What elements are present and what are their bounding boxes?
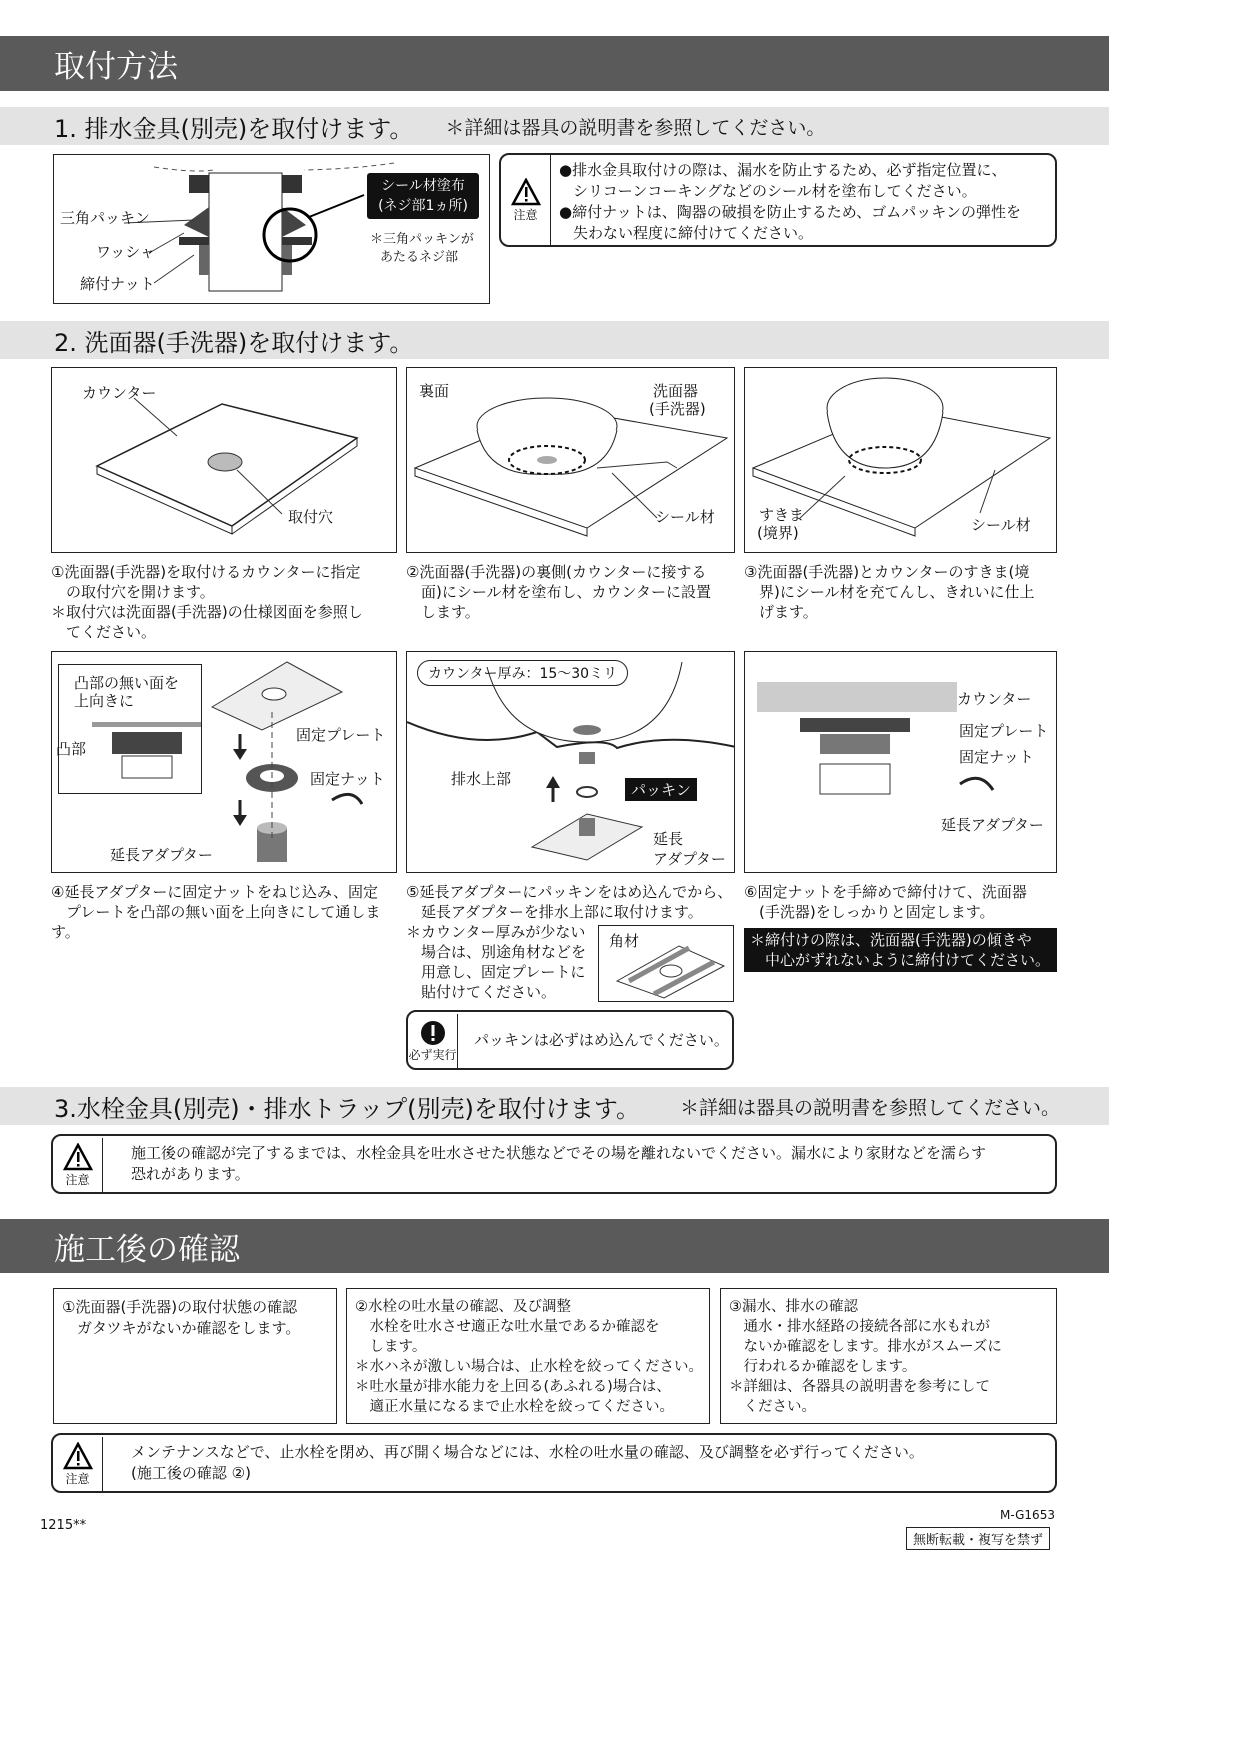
step1-caution: 注意 ●排水金具取付けの際は、漏水を防止するため、必ず指定位置に、 シリコーンコーキングなどのシール材を塗布してください。 ●締付ナットは、陶器の破損を防止するため、ゴムパッキンの弾性を 失わない程度に締付けてください。 bbox=[499, 153, 1057, 247]
footer-number: 1215** bbox=[40, 1518, 87, 1533]
check-card-2: ②水栓の吐水量の確認、及び調整 水栓を吐水させ適正な吐水量であるか確認を します。 ＊水ハネが激しい場合は、止水栓を絞ってください。 ＊吐水量が排水能力を上回る(あふれる)場合は、 適正水量になるまで止水栓を絞ってください。 bbox=[346, 1288, 710, 1424]
copyright-notice: 無断転載・複写を禁ず bbox=[906, 1527, 1050, 1550]
panel-apply-seal: 裏面 洗面器 (手洗器) シール材 bbox=[406, 367, 735, 553]
step3-heading: 3.水栓金具(別売)・排水トラップ(別売)を取付けます。 ＊詳細は器具の説明書を参照してください。 bbox=[0, 1087, 1109, 1125]
caption-step-3: ③洗面器(手洗器)とカウンターのすきま(境 界)にシール材を充てんし、きれいに仕上 げます。 bbox=[744, 563, 1035, 621]
packing-label: パッキン bbox=[625, 778, 697, 801]
check-card-1: ①洗面器(手洗器)の取付状態の確認 ガタツキがないか確認をします。 bbox=[53, 1288, 337, 1424]
label-washer: ワッシャ bbox=[96, 243, 155, 261]
label-nut: 締付ナット bbox=[80, 275, 155, 293]
step1-caution-text: ●排水金具取付けの際は、漏水を防止するため、必ず指定位置に、 シリコーンコーキングなどのシール材を塗布してください。 ●締付ナットは、陶器の破損を防止するため、ゴムパッキンの弾性を 失わない程度に締付けてください。 bbox=[559, 161, 1022, 242]
panel-assemble-adapter: 凸部の無い面を 上向きに 凸部 固定プレート 固定ナット 延長アダプター bbox=[51, 651, 397, 873]
label-triangle-packing: 三角パッキン bbox=[60, 209, 150, 227]
warning-icon bbox=[63, 1442, 93, 1470]
caption-step-6: ⑥固定ナットを手締めで締付けて、洗面器 (手洗器)をしっかりと固定します。 bbox=[744, 883, 1027, 921]
warning-icon bbox=[63, 1143, 93, 1171]
caption-step-2: ②洗面器(手洗器)の裏側(カウンターに接する 面)にシール材を塗布し、カウンターに設置 します。 bbox=[406, 563, 711, 621]
maintenance-caution: 注意 メンテナンスなどで、止水栓を閉め、再び開く場合などには、水栓の吐水量の確認、及び調整を必ず行ってください。 (施工後の確認 ②) bbox=[51, 1433, 1057, 1493]
step1-heading: 1. 排水金具(別売)を取付けます。 ＊詳細は器具の説明書を参照してください。 bbox=[0, 107, 1109, 145]
warning-icon bbox=[511, 178, 541, 206]
wood-block-diagram: 角材 bbox=[598, 925, 734, 1002]
step1-diagram: 三角パッキン ワッシャ 締付ナット シール材塗布 (ネジ部1ヵ所) ＊三角パッキンが あたるネジ部 bbox=[53, 154, 490, 304]
caption-step-4: ④延長アダプターに固定ナットをねじ込み、固定 プレートを凸部の無い面を上向きにして通します。 bbox=[51, 883, 381, 941]
section-install-title: 取付方法 bbox=[0, 36, 1109, 91]
section-check-title: 施工後の確認 bbox=[0, 1219, 1109, 1273]
panel-install-drain: カウンター厚み：15〜30ミリ 排水上部 パッキン 延長 アダプター bbox=[406, 651, 735, 873]
check-card-3: ③漏水、排水の確認 通水・排水経路の接続各部に水もれが ないか確認をします。排水がスムーズに 行われるか確認をします。 ＊詳細は、各器具の説明書を参考にして ください。 bbox=[720, 1288, 1057, 1424]
caption-step-1: ①洗面器(手洗器)を取付けるカウンターに指定 の取付穴を開けます。 ＊取付穴は洗面器(手洗器)の仕様図面を参照し てください。 bbox=[51, 563, 363, 641]
thin-counter-note: ＊カウンター厚みが少ない 場合は、別途角材などを 用意し、固定プレートに 貼付けてください。 bbox=[406, 923, 587, 1001]
must-do-notice: 必ず実行 パッキンは必ずはめ込んでください。 bbox=[406, 1010, 734, 1070]
model-code: M-G1653 bbox=[1000, 1508, 1055, 1522]
step3-caution: 注意 施工後の確認が完了するまでは、水栓金具を吐水させた状態などでその場を離れないでください。漏水により家財などを濡らす 恐れがあります。 bbox=[51, 1134, 1057, 1194]
caption-step-5: ⑤延長アダプターにパッキンをはめ込んでから、 延長アダプターを排水上部に取付けます。 bbox=[406, 883, 733, 921]
tighten-warning-note: ＊締付けの際は、洗面器(手洗器)の傾きや 中心がずれないように締付けてください。 bbox=[744, 928, 1057, 972]
step2-heading: 2. 洗面器(手洗器)を取付けます。 bbox=[0, 321, 1109, 359]
mandatory-icon bbox=[420, 1020, 446, 1046]
seal-label-box: シール材塗布 (ネジ部1ヵ所) bbox=[367, 173, 479, 219]
panel-tighten-nut: カウンター 固定プレート 固定ナット 延長アダプター bbox=[744, 651, 1057, 873]
panel-counter-hole: カウンター 取付穴 bbox=[51, 367, 397, 553]
panel-fill-gap: すきま (境界) シール材 bbox=[744, 367, 1057, 553]
